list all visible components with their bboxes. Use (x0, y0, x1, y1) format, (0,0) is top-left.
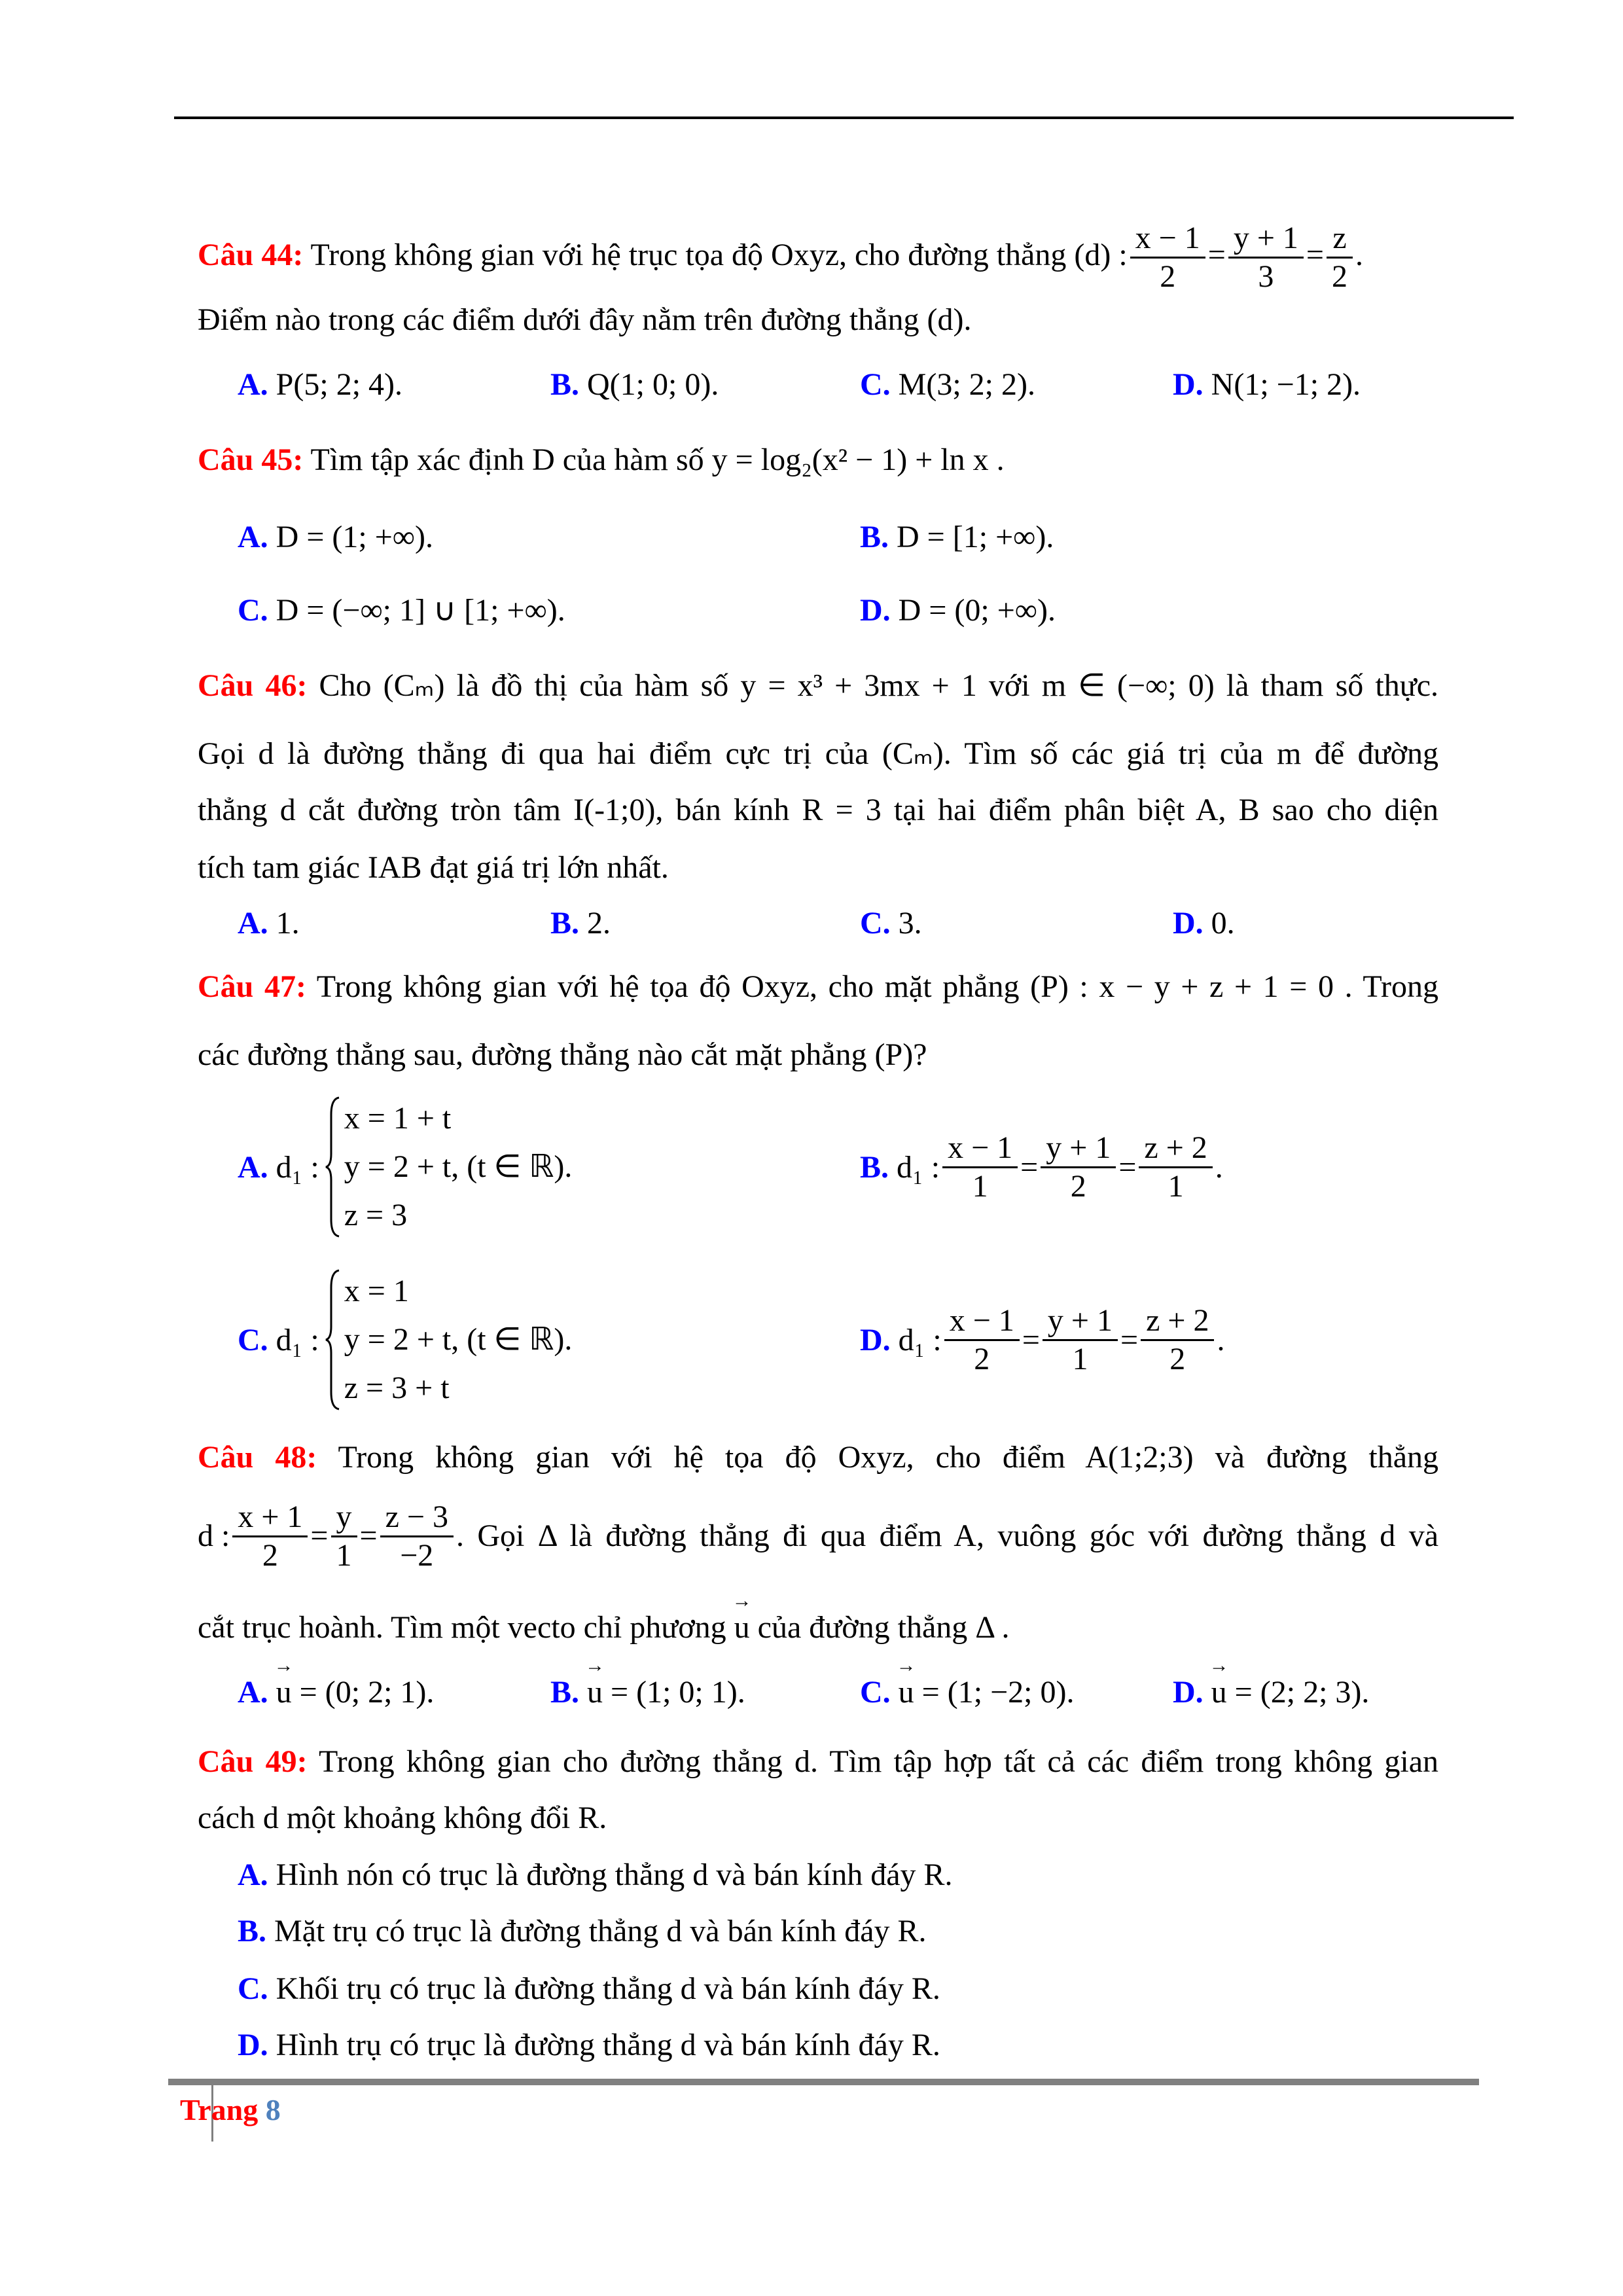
question-text-line: Điểm nào trong các điểm dưới đây nằm trên đường thẳng (d). (198, 302, 972, 337)
question-label: Câu 45: (198, 442, 304, 477)
question-46 (198, 666, 1438, 706)
question-text: Trong không gian cho đường thẳng d. Tìm tập hợp tất cả các điểm trong không gian (318, 1744, 1439, 1779)
question-text-line: tích tam giác IAB đạt giá trị lớn nhất. (198, 850, 669, 885)
options-44 (198, 365, 1438, 404)
option-c[interactable]: C. d₁ : x = 1 y = 2 + t, (t ∈ ℝ). z = 3 + t (238, 1267, 572, 1412)
option-a[interactable]: A. 1. (238, 906, 300, 941)
option-c[interactable]: C. D = (−∞; 1] ∪ [1; +∞). (238, 593, 565, 628)
question-text: Trong không gian với hệ tọa độ Oxyz, cho điểm A(1;2;3) và đường thẳng (338, 1440, 1439, 1475)
option-d[interactable]: D. N(1; −1; 2). (1173, 367, 1361, 402)
options-46 (198, 904, 1438, 943)
question-text: Trong không gian với hệ trục tọa độ Oxyz, cho đường thẳng (310, 238, 1067, 272)
option-d[interactable]: D. → u = (2; 2; 3). (1173, 1673, 1369, 1712)
option-c[interactable]: C. 3. (860, 906, 922, 941)
fraction: $\frac{y + 1}{3}$ (1228, 220, 1304, 295)
question-45 (198, 440, 1438, 480)
brace-icon (325, 1095, 340, 1239)
option-a[interactable]: A. → u = (0; 2; 1). (238, 1673, 434, 1712)
question-text: Trong không gian với hệ tọa độ Oxyz, cho mặt phẳng (P) : x − y + z + 1 = 0 . Trong (316, 969, 1439, 1004)
option-c[interactable]: C. Khối trụ có trục là đường thẳng d và bán kính đáy R. (238, 1971, 940, 2006)
option-d[interactable]: D. 0. (1173, 906, 1235, 941)
page-number: Trang 8 (180, 2093, 281, 2126)
question-text: Tìm tập xác định D của hàm số y = log₂(x² − 1) + ln x . (310, 442, 1005, 477)
option-b[interactable]: B. → u = (1; 0; 1). (550, 1673, 745, 1712)
option-b[interactable]: B. D = [1; +∞). (860, 520, 1054, 554)
question-label: Câu 44: (198, 238, 304, 272)
option-a[interactable]: A. P(5; 2; 4). (238, 367, 403, 402)
question-text-line: các đường thẳng sau, đường thẳng nào cắt mặt phẳng (P)? (198, 1037, 927, 1072)
options-45-row2 (198, 591, 1438, 630)
question-49 (198, 1742, 1438, 1782)
options-48 (198, 1673, 1438, 1712)
option-a[interactable]: A. d₁ : x = 1 + t y = 2 + t, (t ∈ ℝ). z = 3 (238, 1094, 572, 1240)
option-d[interactable]: D. D = (0; +∞). (860, 593, 1056, 628)
fraction: $\frac{x - 1}{2}$ (1130, 220, 1205, 295)
question-text: Cho (Cₘ) là đồ thị của hàm số y = x³ + 3mx + 1 với m ∈ (−∞; 0) là tham số thực. (319, 668, 1439, 703)
footer-rule (168, 2079, 1479, 2085)
options-45-row1 (198, 518, 1438, 557)
question-text-line: cách d một khoảng không đổi R. (198, 1801, 607, 1835)
question-label: Câu 47: (198, 969, 306, 1004)
question-44: Câu 44: Trong không gian với hệ trục tọa độ Oxyz, cho đường thẳng (d) : $\frac{x - 1}{2}$ = $\frac{y + 1}{3}$ = $\frac{z}{2}$ . (198, 221, 1363, 295)
option-a[interactable]: A. D = (1; +∞). (238, 520, 433, 554)
option-c[interactable]: C. → u = (1; −2; 0). (860, 1673, 1074, 1712)
option-d[interactable]: D. Hình trụ có trục là đường thẳng d và bán kính đáy R. (238, 2028, 940, 2062)
option-a[interactable]: A. Hình nón có trục là đường thẳng d và bán kính đáy R. (238, 1857, 953, 1892)
question-text-line: d : $\frac{x + 1}{2}$ = $\frac{y}{1}$ = $\frac{z - 3}{-2}$ . Gọi Δ là đường thẳng đi qua điểm A, vuông góc với đường thẳng d và (198, 1499, 1438, 1573)
vector-u: → u (734, 1608, 750, 1647)
option-b[interactable]: B. Mặt trụ có trục là đường thẳng d và bán kính đáy R. (238, 1914, 927, 1948)
question-text-line: thẳng d cắt đường tròn tâm I(-1;0), bán kính R = 3 tại hai điểm phân biệt A, B sao cho diện (198, 793, 1438, 827)
question-label: Câu 46: (198, 668, 308, 703)
option-d[interactable]: D. d₁ : $\frac{x - 1}{2}$ = $\frac{y + 1}{1}$ = $\frac{z + 2}{2}$ . (860, 1302, 1225, 1376)
question-label: Câu 49: (198, 1744, 308, 1779)
question-47 (198, 967, 1438, 1007)
option-c[interactable]: C. M(3; 2; 2). (860, 367, 1035, 402)
option-b[interactable]: B. 2. (550, 906, 611, 941)
question-48 (198, 1438, 1438, 1477)
line-name: (d) : (1074, 238, 1128, 272)
question-text-line: Gọi d là đường thẳng đi qua hai điểm cực trị của (Cₘ). Tìm số các giá trị của m để đường (198, 736, 1438, 771)
option-b[interactable]: B. d₁ : $\frac{x - 1}{1}$ = $\frac{y + 1}{2}$ = $\frac{z + 2}{1}$ . (860, 1130, 1223, 1204)
header-rule (174, 117, 1514, 119)
option-b[interactable]: B. Q(1; 0; 0). (550, 367, 719, 402)
fraction: $\frac{z}{2}$ (1327, 220, 1353, 295)
question-label: Câu 48: (198, 1440, 317, 1475)
brace-icon (325, 1268, 340, 1412)
question-text-line: cắt trục hoành. Tìm một vecto chỉ phương → u của đường thẳng Δ . (198, 1608, 1438, 1647)
